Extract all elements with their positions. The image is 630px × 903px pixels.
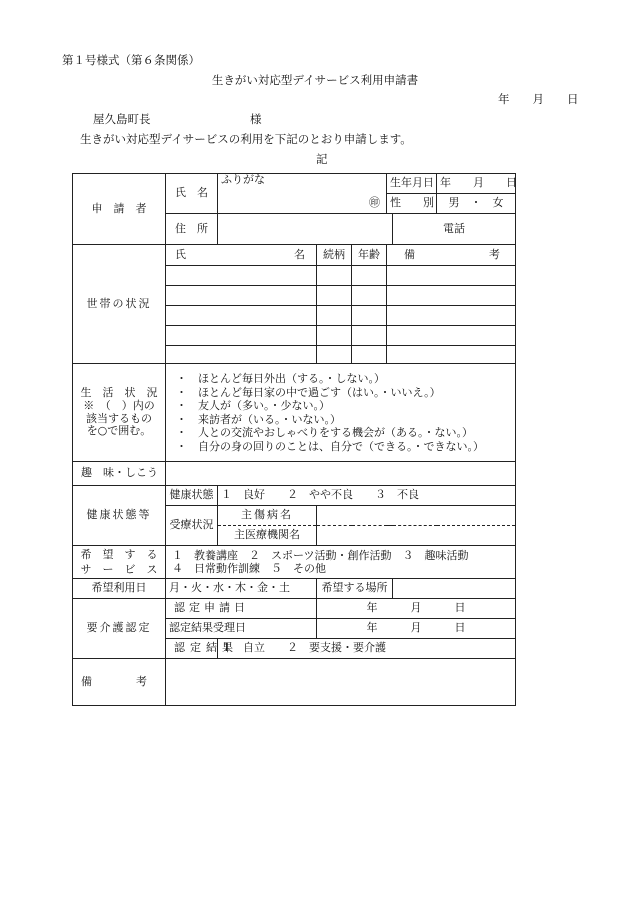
seal-mark: ㊞	[369, 195, 380, 209]
sex-options[interactable]: 男 ・ 女	[437, 194, 516, 214]
usage-days[interactable]: 月・火・水・木・金・土	[166, 579, 317, 599]
intro-text: 生きがい対応型デイサービスの利用を下記のとおり申請します。	[80, 132, 412, 146]
col-name-a: 氏	[175, 247, 186, 261]
services-section-label	[73, 546, 166, 579]
living-item[interactable]: ・ 来訪者が（いる。・いない。）	[176, 412, 341, 426]
living-item[interactable]: ・ 友人が（多い。・少ない。）	[176, 399, 330, 412]
honorific: 様	[250, 112, 262, 126]
living-section-label	[73, 364, 166, 462]
col-name-b: 名	[294, 247, 305, 261]
household-name-cell[interactable]	[166, 266, 317, 286]
institution-label: 主医療機関名	[218, 526, 317, 546]
household-relation-cell[interactable]	[317, 286, 352, 306]
household-age-cell[interactable]	[352, 266, 387, 286]
care-result-date-field[interactable]: 年 月 日	[317, 619, 516, 639]
col-remarks-b: 考	[489, 247, 500, 261]
household-remarks-cell[interactable]	[387, 346, 516, 364]
household-name-cell[interactable]	[166, 326, 317, 346]
address-field[interactable]	[218, 214, 393, 245]
birthdate-field[interactable]: 年 月 日	[437, 174, 516, 194]
household-col-age: 年齢	[352, 245, 387, 266]
care-result-date-label: 認定結果受理日	[166, 619, 317, 639]
household-section-label: 世帯の状況	[73, 245, 166, 364]
name-field[interactable]	[218, 174, 387, 194]
household-col-name	[166, 245, 317, 266]
living-items	[166, 364, 516, 462]
application-date: 年 月 日	[498, 92, 579, 106]
health-status-label: 健康状態	[166, 486, 218, 506]
care-apply-date-label: 認定申請日	[166, 599, 317, 619]
place-field[interactable]	[393, 579, 516, 599]
health-section-label: 健康状態等	[73, 486, 166, 546]
name-input-area[interactable]	[218, 194, 387, 214]
usage-label: 希望利用日	[73, 579, 166, 599]
household-age-cell[interactable]	[352, 326, 387, 346]
household-name-cell[interactable]	[166, 346, 317, 364]
birthdate-label: 生年月日	[387, 174, 437, 194]
services-label-line1: 希 望 す る	[80, 548, 158, 561]
household-remarks-cell[interactable]	[387, 306, 516, 326]
place-label: 希望する場所	[317, 579, 393, 599]
ki-mark: 記	[316, 152, 328, 166]
living-label-line2: ※ （ ）内の	[83, 398, 155, 412]
services-options	[166, 546, 516, 579]
care-result-label: 認定結果	[166, 639, 218, 659]
col-remarks-a: 備	[404, 247, 415, 261]
household-remarks-cell[interactable]	[387, 266, 516, 286]
hobby-label: 趣 味・しこう	[73, 462, 166, 486]
care-apply-date-field[interactable]: 年 月 日	[317, 599, 516, 619]
household-age-cell[interactable]	[352, 286, 387, 306]
address-label: 住 所	[166, 214, 218, 245]
phone-label: 電話	[393, 214, 516, 245]
household-relation-cell[interactable]	[317, 326, 352, 346]
addressee: 屋久島町長	[93, 112, 151, 126]
household-remarks-cell[interactable]	[387, 286, 516, 306]
applicant-section-label: 申 請 者	[73, 174, 166, 245]
name-label: 氏 名	[166, 174, 218, 214]
household-col-remarks	[387, 245, 516, 266]
living-item[interactable]: ・ 自分の身の回りのことは、自分で（できる。・できない。）	[176, 439, 484, 453]
sex-label: 性 別	[387, 194, 437, 214]
household-age-cell[interactable]	[352, 346, 387, 364]
form-title: 生きがい対応型デイサービス利用申請書	[211, 73, 419, 87]
household-name-cell[interactable]	[166, 306, 317, 326]
care-result-options[interactable]: １ 自立 ２ 要支援・要介護	[218, 639, 516, 659]
living-item[interactable]: ・ 人との交流やおしゃべりをする機会が（ある。・ない。）	[176, 426, 473, 439]
furigana-label: ふりがな	[221, 173, 265, 186]
household-relation-cell[interactable]	[317, 306, 352, 326]
form-number: 第１号様式（第６条関係）	[62, 53, 200, 67]
household-remarks-cell[interactable]	[387, 326, 516, 346]
household-relation-cell[interactable]	[317, 266, 352, 286]
institution-field[interactable]	[317, 526, 516, 546]
application-table	[72, 173, 516, 706]
living-label-line4: を○で囲む。	[86, 424, 152, 438]
injury-label: 主傷病名	[218, 506, 317, 526]
living-item[interactable]: ・ ほとんど毎日家の中で過ごす（はい。・いいえ。）	[176, 385, 441, 399]
services-line2[interactable]: ４ 日常動作訓練 ５ その他	[172, 562, 326, 575]
care-section-label: 要介護認定	[73, 599, 166, 659]
living-label-line3: 該当するもの	[86, 411, 152, 425]
treatment-label: 受療状況	[166, 506, 218, 546]
household-col-relation: 続柄	[317, 245, 352, 266]
living-item[interactable]: ・ ほとんど毎日外出（する。・しない。）	[176, 372, 385, 385]
household-relation-cell[interactable]	[317, 346, 352, 364]
household-age-cell[interactable]	[352, 306, 387, 326]
services-label-line2: サ ー ビ ス	[80, 563, 158, 576]
health-status-options[interactable]: １ 良好 ２ やや不良 ３ 不良	[218, 486, 516, 506]
living-label-line1: 生 活 状 況	[80, 386, 158, 400]
injury-field[interactable]	[317, 506, 516, 526]
remarks-field[interactable]	[166, 659, 516, 706]
household-name-cell[interactable]	[166, 286, 317, 306]
services-line1[interactable]: １ 教養講座 ２ スポーツ活動・創作活動 ３ 趣味活動	[172, 548, 469, 562]
hobby-field[interactable]	[166, 462, 516, 486]
remarks-label: 備 考	[73, 659, 166, 706]
